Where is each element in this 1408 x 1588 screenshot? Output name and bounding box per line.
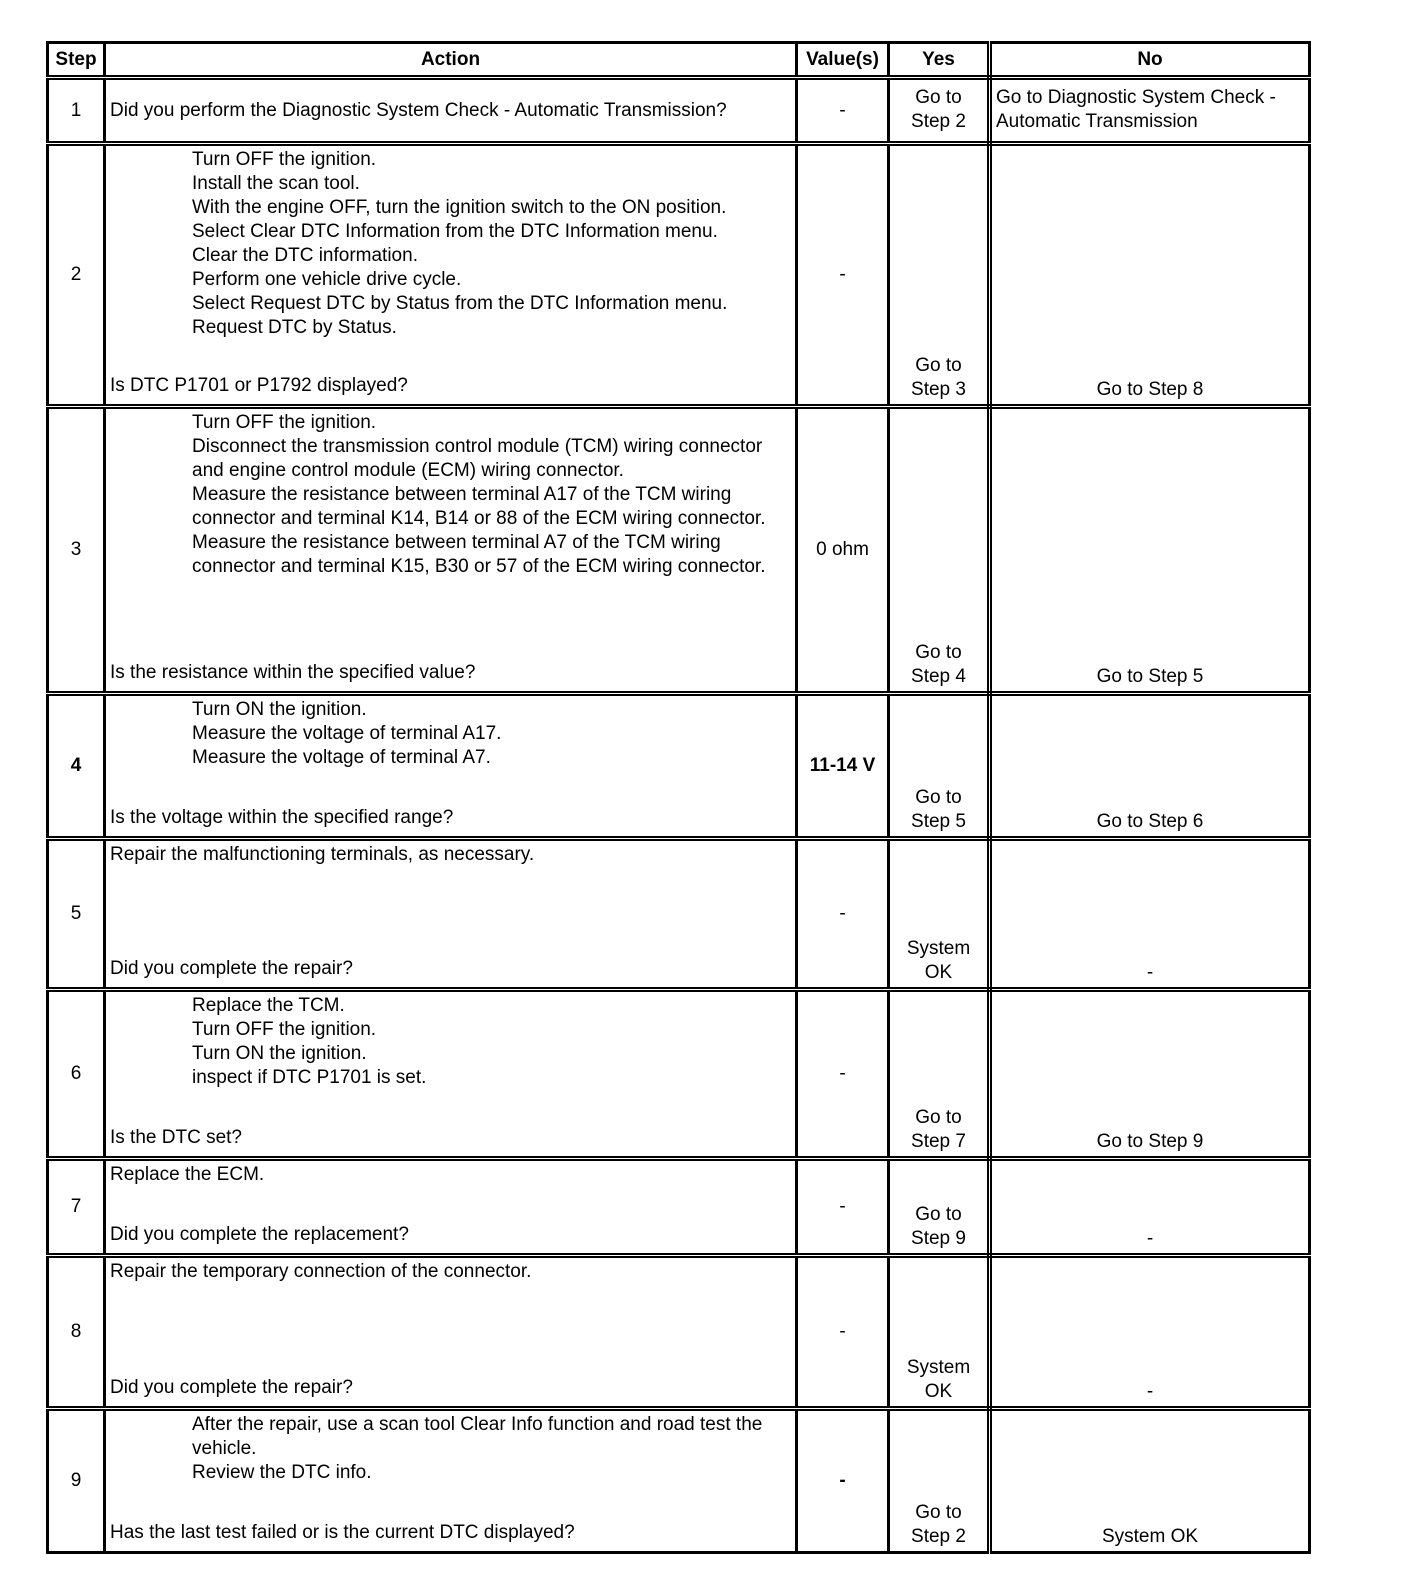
instruction: inspect if DTC P1701 is set. (192, 1067, 427, 1088)
action-instructions (110, 994, 791, 1090)
step-number: 6 (48, 990, 105, 1159)
header-yes: Yes (889, 43, 990, 78)
yes-cell: Go to Step 9 (889, 1159, 990, 1256)
instruction: Turn ON the ignition. (192, 1043, 367, 1064)
instruction: Measure the resistance between terminal A17 of the TCM wiring connector and terminal K14, B14 or 88 of the ECM wiring connector. (192, 484, 766, 529)
table-row (48, 144, 1310, 407)
instruction: Select Clear DTC Information from the DTC Information menu. (192, 221, 718, 242)
instruction: Disconnect the transmission control module (TCM) wiring connector and engine control module (ECM) wiring connector. (192, 436, 763, 481)
action-instructions (110, 698, 791, 770)
action-cell (105, 1159, 797, 1256)
yes-cell: Go to Step 4 (889, 407, 990, 694)
instruction: Measure the resistance between terminal A7 of the TCM wiring connector and terminal K15, B30 or 57 of the ECM wiring connector. (192, 532, 766, 577)
no-cell: Go to Step 8 (990, 144, 1310, 407)
header-step: Step (48, 43, 105, 78)
action-instructions (110, 148, 791, 340)
instruction: With the engine OFF, turn the ignition switch to the ON position. (192, 197, 727, 218)
instruction: Turn OFF the ignition. (192, 1019, 377, 1040)
header-no: No (990, 43, 1310, 78)
action-lead: Replace the ECM. (110, 1164, 265, 1185)
instruction: Select Request DTC by Status from the DTC Information menu. (192, 293, 728, 314)
value-cell: - (797, 839, 889, 990)
action-question: Did you complete the repair? (110, 958, 353, 979)
action-lead: Repair the malfunctioning terminals, as necessary. (110, 844, 535, 865)
yes-cell: Go to Step 2 (889, 1409, 990, 1553)
table-row (48, 407, 1310, 694)
instruction: Measure the voltage of terminal A7. (192, 747, 491, 768)
no-cell: Go to Step 5 (990, 407, 1310, 694)
action-instructions (110, 1413, 791, 1485)
action-question: Did you complete the replacement? (110, 1224, 409, 1245)
table-row (48, 1409, 1310, 1553)
step-number: 3 (48, 407, 105, 694)
table-row (48, 1159, 1310, 1256)
step-number: 5 (48, 839, 105, 990)
value-cell: - (797, 1159, 889, 1256)
yes-cell: Go to Step 5 (889, 694, 990, 839)
no-cell: - (990, 839, 1310, 990)
instruction: After the repair, use a scan tool Clear Info function and road test the vehicle. (192, 1414, 763, 1459)
header-row (48, 43, 1310, 78)
yes-cell: Go to Step 7 (889, 990, 990, 1159)
action-question: Is the DTC set? (110, 1127, 242, 1148)
instruction: Turn ON the ignition. (192, 699, 367, 720)
value-cell: 11-14 V (797, 694, 889, 839)
value-cell: - (797, 990, 889, 1159)
instruction: Measure the voltage of terminal A17. (192, 723, 502, 744)
action-cell (105, 144, 797, 407)
yes-cell: System OK (889, 1256, 990, 1409)
instruction: Turn OFF the ignition. (192, 412, 377, 433)
yes-cell: Go to Step 3 (889, 144, 990, 407)
step-number: 9 (48, 1409, 105, 1553)
action-question: Has the last test failed or is the current DTC displayed? (110, 1522, 575, 1543)
value-cell: - (797, 1256, 889, 1409)
no-cell: Go to Step 9 (990, 990, 1310, 1159)
action-cell (105, 1256, 797, 1409)
step-number: 7 (48, 1159, 105, 1256)
action-cell (105, 1409, 797, 1553)
table-row (48, 78, 1310, 144)
action-cell (105, 78, 797, 144)
action-instructions (110, 411, 791, 579)
step-number: 8 (48, 1256, 105, 1409)
step-number: 4 (48, 694, 105, 839)
step-number: 1 (48, 78, 105, 144)
step-number: 2 (48, 144, 105, 407)
action-cell (105, 990, 797, 1159)
table-row (48, 1256, 1310, 1409)
action-question: Is the resistance within the specified value? (110, 662, 476, 683)
header-values: Value(s) (797, 43, 889, 78)
action-cell (105, 694, 797, 839)
action-question: Is DTC P1701 or P1792 displayed? (110, 375, 408, 396)
no-cell: Go to Diagnostic System Check - Automatic Transmission (990, 78, 1310, 144)
instruction: Clear the DTC information. (192, 245, 418, 266)
instruction: Request DTC by Status. (192, 317, 397, 338)
no-cell: System OK (990, 1409, 1310, 1553)
table-row (48, 990, 1310, 1159)
no-cell: Go to Step 6 (990, 694, 1310, 839)
table-row (48, 839, 1310, 990)
header-action: Action (105, 43, 797, 78)
value-cell: - (797, 78, 889, 144)
action-question: Did you complete the repair? (110, 1377, 353, 1398)
instruction: Perform one vehicle drive cycle. (192, 269, 462, 290)
instruction: Replace the TCM. (192, 995, 345, 1016)
value-cell: - (797, 144, 889, 407)
instruction: Turn OFF the ignition. (192, 149, 377, 170)
no-cell: - (990, 1256, 1310, 1409)
instruction: Install the scan tool. (192, 173, 360, 194)
yes-cell: Go to Step 2 (889, 78, 990, 144)
action-lead: Repair the temporary connection of the connector. (110, 1261, 532, 1282)
action-question: Did you perform the Diagnostic System Check - Automatic Transmission? (110, 99, 727, 121)
action-cell (105, 407, 797, 694)
table-row (48, 694, 1310, 839)
action-question: Is the voltage within the specified range? (110, 807, 454, 828)
value-cell: 0 ohm (797, 407, 889, 694)
yes-cell: System OK (889, 839, 990, 990)
instruction: Review the DTC info. (192, 1462, 372, 1483)
action-cell (105, 839, 797, 990)
value-cell: - (797, 1409, 889, 1553)
no-cell: - (990, 1159, 1310, 1256)
diagnostic-table (46, 41, 1311, 1554)
